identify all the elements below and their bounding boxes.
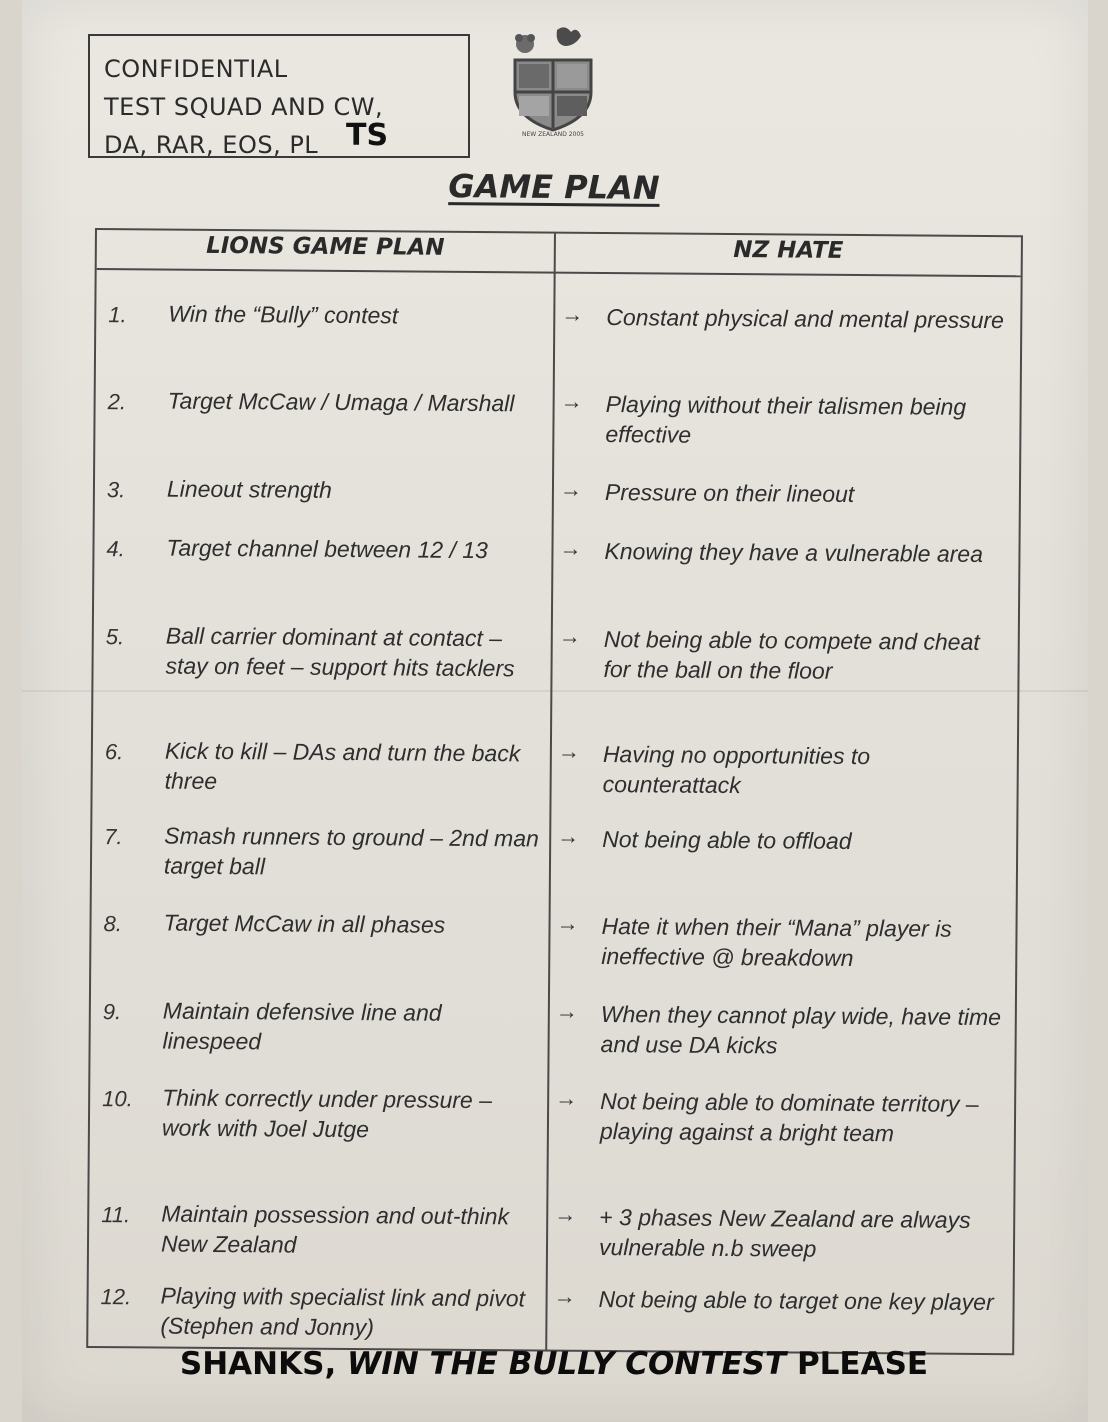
lions-plan-text: Smash runners to ground – 2nd man target ball [163,822,539,880]
nz-hate-text: Constant physical and mental pressure [606,304,1005,334]
lions-plan-text: Target McCaw in all phases [163,909,446,938]
lions-plan-text: Kick to kill – DAs and turn the back three [164,737,521,794]
arrow-icon: → [553,1283,576,1309]
row-number: 10. [102,1086,133,1112]
table-row [89,1198,1013,1262]
confidential-line: TEST SQUAD AND CW, [104,93,384,121]
row-number: 7. [104,824,123,850]
row-number: 5. [105,624,125,650]
arrow-icon: → [561,301,584,327]
arrow-icon: → [559,476,583,502]
table-row [95,473,1019,507]
arrow-icon: → [558,623,581,649]
lions-plan-text: Lineout strength [166,475,333,503]
row-number: 12. [100,1284,132,1310]
arrow-icon: → [554,1201,577,1227]
row-number: 4. [106,536,125,562]
page-title: GAME PLAN [448,167,660,207]
table-row [90,1082,1014,1147]
arrow-icon: → [555,1085,578,1111]
nz-hate-text: Pressure on their lineout [604,479,855,507]
row-number: 8. [103,911,122,937]
table-row [93,735,1017,799]
table-row [94,620,1018,684]
crest-caption: NEW ZEALAND 2005 [522,131,584,138]
table-row [91,995,1015,1059]
nz-hate-text: Playing without their talismen being effective [605,391,967,448]
arrow-icon: → [557,738,581,764]
table-row [96,385,1020,448]
nz-hate-text: Not being able to target one key player [598,1285,994,1316]
row-number: 9. [102,999,122,1025]
nz-hate-text: Not being able to compete and cheat for the ball on the floor [603,626,980,684]
arrow-icon: → [557,823,580,849]
british-irish-lions-crest-icon [505,22,601,138]
table-row [95,532,1019,567]
row-number: 2. [107,389,127,415]
column-divider [545,234,556,1350]
lions-plan-text: Maintain defensive line and linespeed [162,997,442,1055]
table-row [92,907,1016,971]
confidential-line: DA, RAR, EOS, PL [104,131,319,159]
footer-shanks: SHANKS, [179,1346,337,1382]
lions-plan-text: Win the “Bully” contest [168,300,399,329]
column-header-nz-hate: NZ HATE [733,237,844,264]
row-number: 3. [106,477,126,503]
nz-hate-text: Not being able to offload [602,826,852,854]
lions-plan-text: Target channel between 12 / 13 [166,534,488,564]
game-plan-table [86,228,1023,1355]
lions-plan-text: Target McCaw / Umaga / Marshall [167,387,515,417]
footer-caption [0,1346,1108,1382]
row-number: 6. [104,739,124,765]
nz-hate-text: Hate it when their “Mana” player is ineffective @ breakdown [601,913,952,971]
lions-plan-text: Ball carrier dominant at contact – stay on feet – support hits tacklers [165,622,515,682]
table-row [89,1280,1013,1341]
confidential-box [88,34,470,158]
arrow-icon: → [555,998,578,1024]
table-row [92,820,1016,880]
nz-hate-text: Having no opportunities to counterattack [602,741,871,799]
confidential-line: CONFIDENTIAL [104,55,288,83]
nz-hate-text: + 3 phases New Zealand are always vulnerable n.b sweep [598,1203,971,1262]
arrow-icon: → [560,388,583,414]
nz-hate-text: Not being able to dominate territory – playing against a bright team [599,1087,979,1147]
arrow-icon: → [556,910,579,936]
lions-plan-text: Maintain possession and out-think New Zealand [160,1200,510,1258]
lions-plan-text: Playing with specialist link and pivot (Stephen and Jonny) [160,1282,526,1341]
footer-win-the-bully-contest: WIN THE BULLY CONTEST [347,1346,787,1382]
row-number: 11. [101,1202,131,1228]
footer-please: PLEASE [796,1346,929,1382]
lions-plan-text: Think correctly under pressure – work with Joel Jutge [161,1084,493,1143]
arrow-icon: → [559,535,582,561]
nz-hate-text: When they cannot play wide, have time and use DA kicks [600,1000,1002,1059]
column-header-lions: LIONS GAME PLAN [206,232,445,261]
ts-annotation: TS [346,118,389,153]
nz-hate-text: Knowing they have a vulnerable area [604,538,984,567]
table-row [96,298,1020,334]
header-divider [97,268,1021,277]
row-number: 1. [108,302,127,328]
